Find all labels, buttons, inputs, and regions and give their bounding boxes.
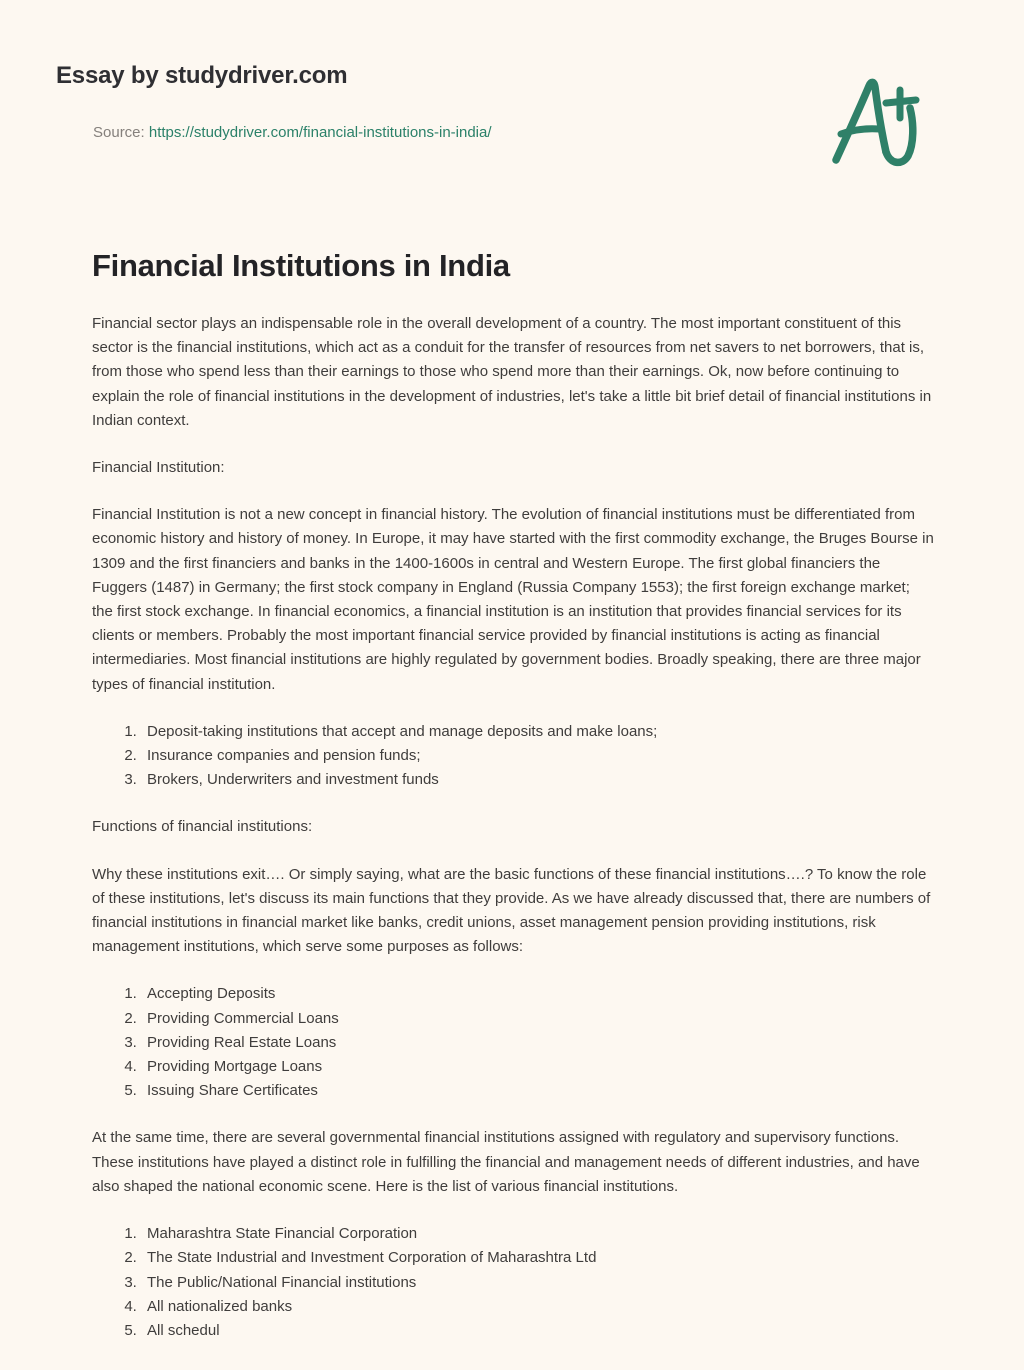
list-item: 4. Providing Mortgage Loans [141, 1055, 934, 1079]
source-label: Source: [93, 124, 145, 141]
paragraph: Financial sector plays an indispensable role in the overall development of a country. The most important constituent of this sector is the financial institutions, which act as a conduit for the transfer of resources from net savers to net borrowers, that is, from those who spend less than their earnings to those who spend more than their earnings. Ok, now before continuing to explain the role of financial institutions in the development of industries, let's take a little bit brief detail of financial institutions in Indian context. [92, 315, 932, 429]
paragraph: Why these institutions exit…. Or simply saying, what are the basic functions of these financial institutions….? To know the role of these institutions, let's discuss its main functions that they provide. As we have already discussed that, there are numbers of financial institutions in financial market like banks, credit unions, asset management pension providing institutions, risk management institutions, which serve some purposes as follows: [92, 865, 931, 956]
ordered-list [92, 982, 934, 1103]
paragraph: Financial Institution is not a new concept in financial history. The evolution of financial institutions must be differentiated from economic history and history of money. In Europe, it may have started with the first commodity exchange, the Bruges Bourse in 1309 and the first financiers and banks in the 1400-1600s in central and Western Europe. The first global financiers the Fuggers (1487) in Germany; the first stock company in England (Russia Company 1553); the first foreign exchange market; the first stock exchange. In financial economics, a financial institution is an institution that provides financial services for its clients or members. Probably the most important financial service provided by financial institutions is acting as financial intermediaries. Most financial institutions are highly regulated by government bodies. Broadly speaking, there are three major types of financial institution. [92, 506, 934, 693]
paragraph: Functions of financial institutions: [92, 818, 313, 836]
source-line [93, 124, 492, 141]
source-url-link[interactable]: https://studydriver.com/financial-institutions-in-india/ [148, 124, 492, 141]
list-item: 4. All nationalized banks [141, 1295, 934, 1319]
list-item: 5. Issuing Share Certificates [141, 1079, 934, 1103]
list-item: 2. The State Industrial and Investment Corporation of Maharashtra Ltd [141, 1246, 934, 1270]
article-content [92, 312, 934, 1366]
list-item: 5. All schedul [141, 1319, 934, 1343]
brand-title: Essay by studydriver.com [56, 62, 348, 89]
list-item: 1. Maharashtra State Financial Corporation [141, 1222, 934, 1246]
list-item: 3. The Public/National Financial institutions [141, 1271, 934, 1295]
list-item: 2. Providing Commercial Loans [141, 1007, 934, 1031]
ordered-list [92, 1222, 934, 1343]
list-item: 3. Brokers, Underwriters and investment funds [141, 768, 934, 792]
studydriver-a-plus-logo-icon[interactable] [824, 72, 924, 172]
paragraph: At the same time, there are several governmental financial institutions assigned with regulatory and supervisory functions. These institutions have played a distinct role in fulfilling the financial and management needs of different industries, and have also shaped the national economic scene. Here is the list of various financial institutions. [92, 1129, 920, 1195]
list-item: 1. Deposit-taking institutions that accept and manage deposits and make loans; [141, 720, 934, 744]
list-item: 3. Providing Real Estate Loans [141, 1031, 934, 1055]
list-item: 1. Accepting Deposits [141, 982, 934, 1006]
page-title: Financial Institutions in India [92, 248, 510, 283]
paragraph: Financial Institution: [92, 459, 225, 477]
ordered-list [92, 720, 934, 793]
list-item: 2. Insurance companies and pension funds; [141, 744, 934, 768]
